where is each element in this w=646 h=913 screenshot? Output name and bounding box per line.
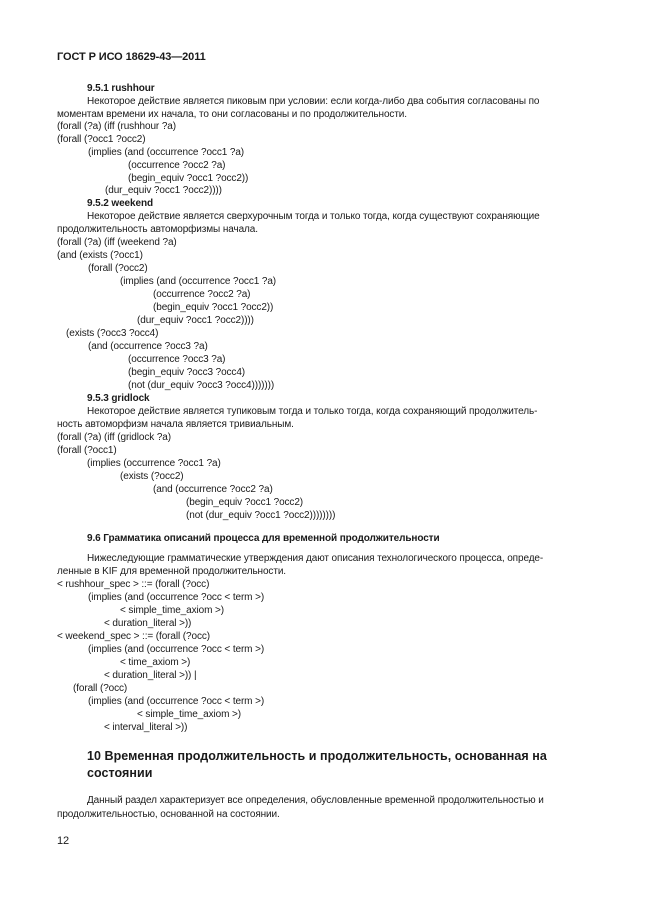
paragraph-line: продолжительность автоморфизмы начала. (57, 224, 258, 235)
code-line: (forall (?occ1) (57, 445, 117, 456)
code-line: (implies (and (occurrence ?occ < term >) (88, 696, 265, 707)
heading-10-line-2: состоянии (87, 766, 153, 780)
code-line: (dur_equiv ?occ1 ?occ2)))) (105, 185, 222, 196)
code-line: (occurrence ?occ2 ?a) (153, 289, 251, 300)
heading-9-5-3: 9.5.3 gridlock (87, 393, 150, 404)
page-number: 12 (57, 835, 70, 847)
code-line: < duration_literal >)) | (104, 670, 197, 681)
code-line: < time_axiom >) (120, 657, 191, 668)
code-line: (occurrence ?occ2 ?a) (128, 160, 226, 171)
code-line: (implies (and (occurrence ?occ1 ?a) (120, 276, 277, 287)
code-line: (not (dur_equiv ?occ1 ?occ2)))))))) (186, 510, 336, 521)
paragraph-line: Нижеследующие грамматические утверждения дают описания технологического процесса, опреде- (87, 553, 544, 564)
code-line: (and (occurrence ?occ2 ?a) (153, 484, 273, 495)
code-line: (not (dur_equiv ?occ3 ?occ4))))))) (128, 380, 275, 391)
code-line: < interval_literal >)) (104, 722, 188, 733)
code-line: (exists (?occ2) (120, 471, 184, 482)
code-line: (begin_equiv ?occ3 ?occ4) (128, 367, 246, 378)
code-line: (and (occurrence ?occ3 ?a) (88, 341, 208, 352)
heading-9-6: 9.6 Грамматика описаний процесса для временной продолжительности (87, 533, 440, 544)
code-line: (exists (?occ3 ?occ4) (66, 328, 159, 339)
code-line: (dur_equiv ?occ1 ?occ2)))) (137, 315, 254, 326)
code-line: (occurrence ?occ3 ?a) (128, 354, 226, 365)
code-line: (forall (?occ) (73, 683, 128, 694)
code-line: (forall (?a) (iff (weekend ?a) (57, 237, 177, 248)
code-line: (begin_equiv ?occ1 ?occ2) (186, 497, 304, 508)
code-line: < simple_time_axiom >) (120, 605, 224, 616)
code-line: (forall (?a) (iff (rushhour ?a) (57, 121, 176, 132)
code-line: (begin_equiv ?occ1 ?occ2)) (128, 173, 249, 184)
heading-9-5-1: 9.5.1 rushhour (87, 83, 155, 94)
code-line: (forall (?occ2) (88, 263, 148, 274)
document-header: ГОСТ Р ИСО 18629-43—2011 (57, 51, 206, 63)
code-line: < rushhour_spec > ::= (forall (?occ) (57, 579, 210, 590)
code-line: (implies (occurrence ?occ1 ?a) (87, 458, 221, 469)
code-line: < duration_literal >)) (104, 618, 192, 629)
heading-10-line-1: 10 Временная продолжительность и продолжительность, основанная на (87, 749, 547, 763)
code-line: (forall (?a) (iff (gridlock ?a) (57, 432, 171, 443)
code-line: (implies (and (occurrence ?occ < term >) (88, 592, 265, 603)
code-line: (implies (and (occurrence ?occ1 ?a) (88, 147, 245, 158)
paragraph-line: Некоторое действие является тупиковым тогда и только тогда, когда сохраняющий продолжитель- (87, 406, 538, 417)
paragraph-line: моментам времени их начала, то они согласованы и по продолжительности. (57, 109, 407, 120)
paragraph-line: Данный раздел характеризует все определения, обусловленные временной продолжительностью и (87, 795, 544, 806)
paragraph-line: продолжительностью, основанной на состоянии. (57, 809, 280, 820)
paragraph-line: ленные в KIF для временной продолжительности. (57, 566, 286, 577)
code-line: (forall (?occ1 ?occ2) (57, 134, 146, 145)
code-line: (implies (and (occurrence ?occ < term >) (88, 644, 265, 655)
paragraph-line: Некоторое действие является пиковым при условии: если когда-либо два события согласованы по (87, 96, 540, 107)
heading-9-5-2: 9.5.2 weekend (87, 198, 153, 209)
code-line: < simple_time_axiom >) (137, 709, 241, 720)
paragraph-line: Некоторое действие является сверхурочным тогда и только тогда, когда существуют сохраняющие (87, 211, 540, 222)
code-line: (begin_equiv ?occ1 ?occ2)) (153, 302, 274, 313)
code-line: (and (exists (?occ1) (57, 250, 143, 261)
code-line: < weekend_spec > ::= (forall (?occ) (57, 631, 210, 642)
paragraph-line: ность автоморфизм начала является тривиальным. (57, 419, 294, 430)
